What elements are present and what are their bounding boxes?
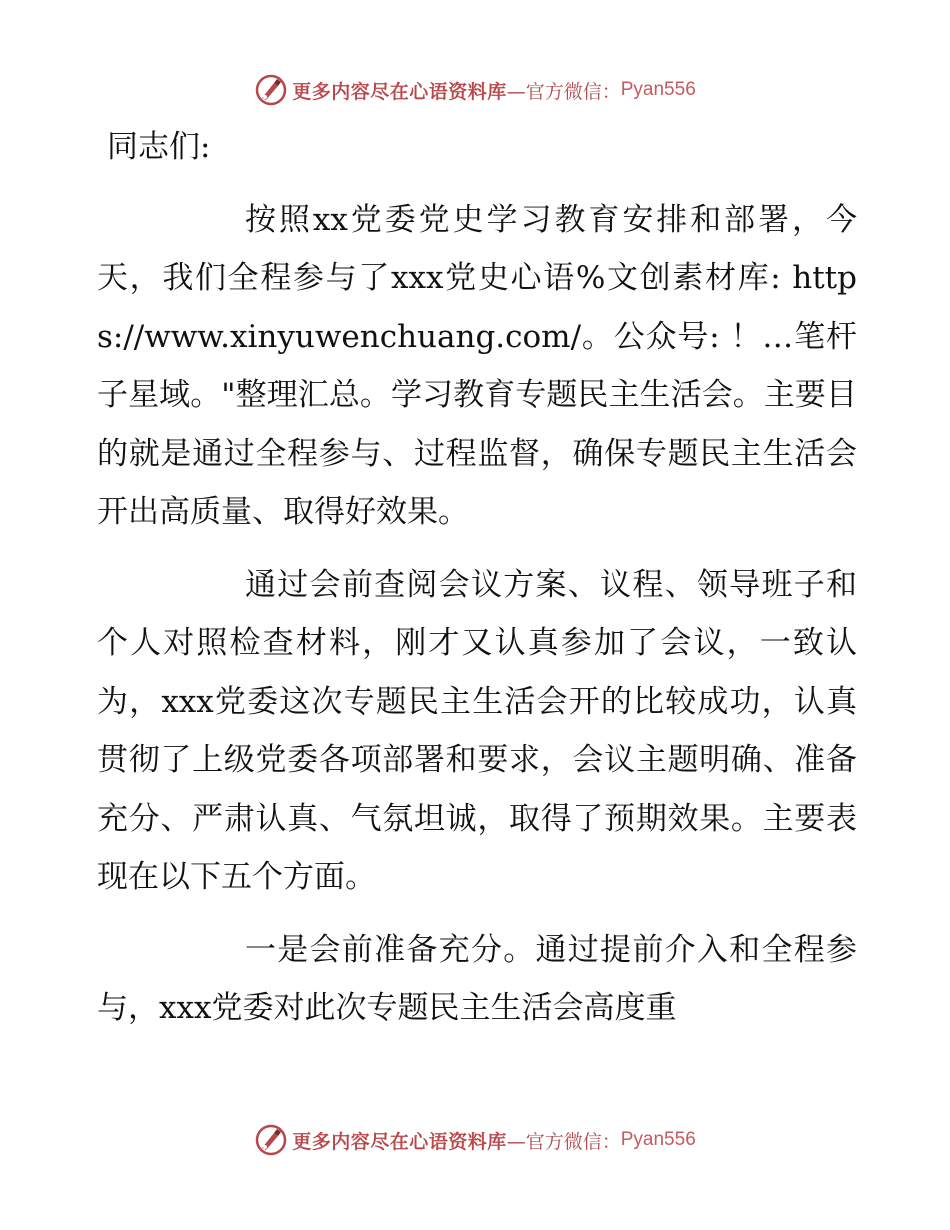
footer-banner-sub-text: —官方微信： xyxy=(506,1130,621,1153)
header-banner-sub-text: —官方微信： xyxy=(506,80,621,103)
footer-banner xyxy=(0,1120,950,1160)
header-banner-id-text: Pyan556 xyxy=(620,79,696,100)
header-banner-main-text: 更多内容尽在心语资料库 xyxy=(292,80,507,103)
paragraph: 通过会前查阅会议方案、议程、领导班子和个人对照检查材料，刚才又认真参加了会议，一致认为，xxx党委这次专题民主生活会开的比较成功，认真贯彻了上级党委各项部署和要求，会议主题明确、准备充分、严肃认真、气氛坦诚，取得了预期效果。主要表现在以下五个方面。 xyxy=(97,566,857,895)
pen-logo-icon xyxy=(254,1123,288,1157)
greeting: 同志们: xyxy=(107,129,211,165)
header-banner xyxy=(0,70,950,110)
paragraph: 按照xx党委党史学习教育安排和部署，今天，我们全程参与了xxx党史心语%文创素材库: https://www.xinyuwenchuang.com/。公众号: ！…笔杆子星域。"整理汇总。学习教育专题民主生活会。主要目的就是通过全程参与、过程监督，确保专题民主生活会开出高质量、取得好效果。 xyxy=(97,201,857,530)
footer-banner-main-text: 更多内容尽在心语资料库 xyxy=(292,1130,507,1153)
paragraph: 一是会前准备充分。通过提前介入和全程参与，xxx党委对此次专题民主生活会高度重 xyxy=(97,931,857,1026)
footer-banner-id-text: Pyan556 xyxy=(620,1129,696,1150)
pen-logo-icon xyxy=(254,73,288,107)
document-body xyxy=(97,118,857,1052)
